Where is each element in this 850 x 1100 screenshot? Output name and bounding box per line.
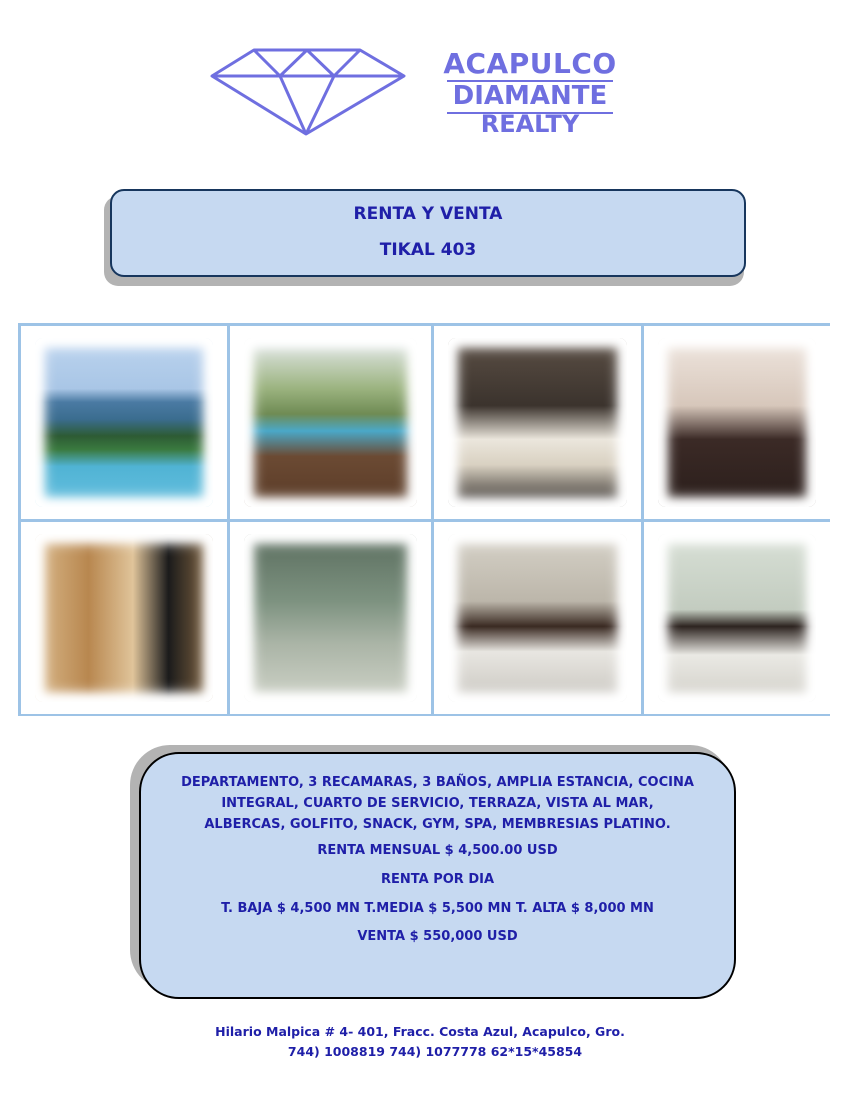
photo-cell [21,326,227,519]
title-box [110,189,746,277]
photo-cell [230,522,431,714]
photo-cell [230,326,431,519]
photo-cell [434,326,641,519]
photo-dining-room [658,338,816,507]
company-logo [210,48,650,138]
sale-price: VENTA $ 550,000 USD [357,929,518,944]
photo-cell [434,522,641,714]
photo-grid [18,323,830,716]
daily-rates: T. BAJA $ 4,500 MN T.MEDIA $ 5,500 MN T. ALTA $ 8,000 MN [221,901,654,916]
daily-rent-label: RENTA POR DIA [380,872,495,887]
photo-terrace-table [244,338,417,507]
photo-cell [644,522,830,714]
photo-pool-beach-view [35,338,213,507]
photo-bedroom-tv [244,534,417,702]
photo-bedroom-window [658,534,816,702]
photo-living-room-sofa [448,338,627,507]
logo-line-1: ACAPULCO [443,47,617,80]
property-features: DEPARTAMENTO, 3 RECAMARAS, 3 BAÑOS, AMPLIA ESTANCIA, COCINA INTEGRAL, CUARTO DE SERVICIO, TERRAZA, VISTA AL MAR, ALBERCAS, GOLFITO, SNACK, GYM, SPA, MEMBRESIAS PLATINO. [181,775,694,832]
title-line-2: TIKAL 403 [379,240,477,260]
photo-kitchen [35,534,213,702]
logo-text [410,47,650,138]
footer-address: Hilario Malpica # 4- 401, Fracc. Costa Azul, Acapulco, Gro. [215,1024,625,1039]
photo-cell [644,326,830,519]
title-line-1: RENTA Y VENTA [353,204,503,224]
diamond-icon [210,48,410,138]
photo-cell [21,522,227,714]
footer-phones: 744) 1008819 744) 1077778 62*15*45854 [287,1044,583,1059]
logo-line-2: DIAMANTE [447,80,614,114]
monthly-rent: RENTA MENSUAL $ 4,500.00 USD [317,843,558,858]
photo-bedroom-twin-beds [448,534,627,702]
description-box [139,752,736,999]
logo-line-3: REALTY [480,110,580,138]
